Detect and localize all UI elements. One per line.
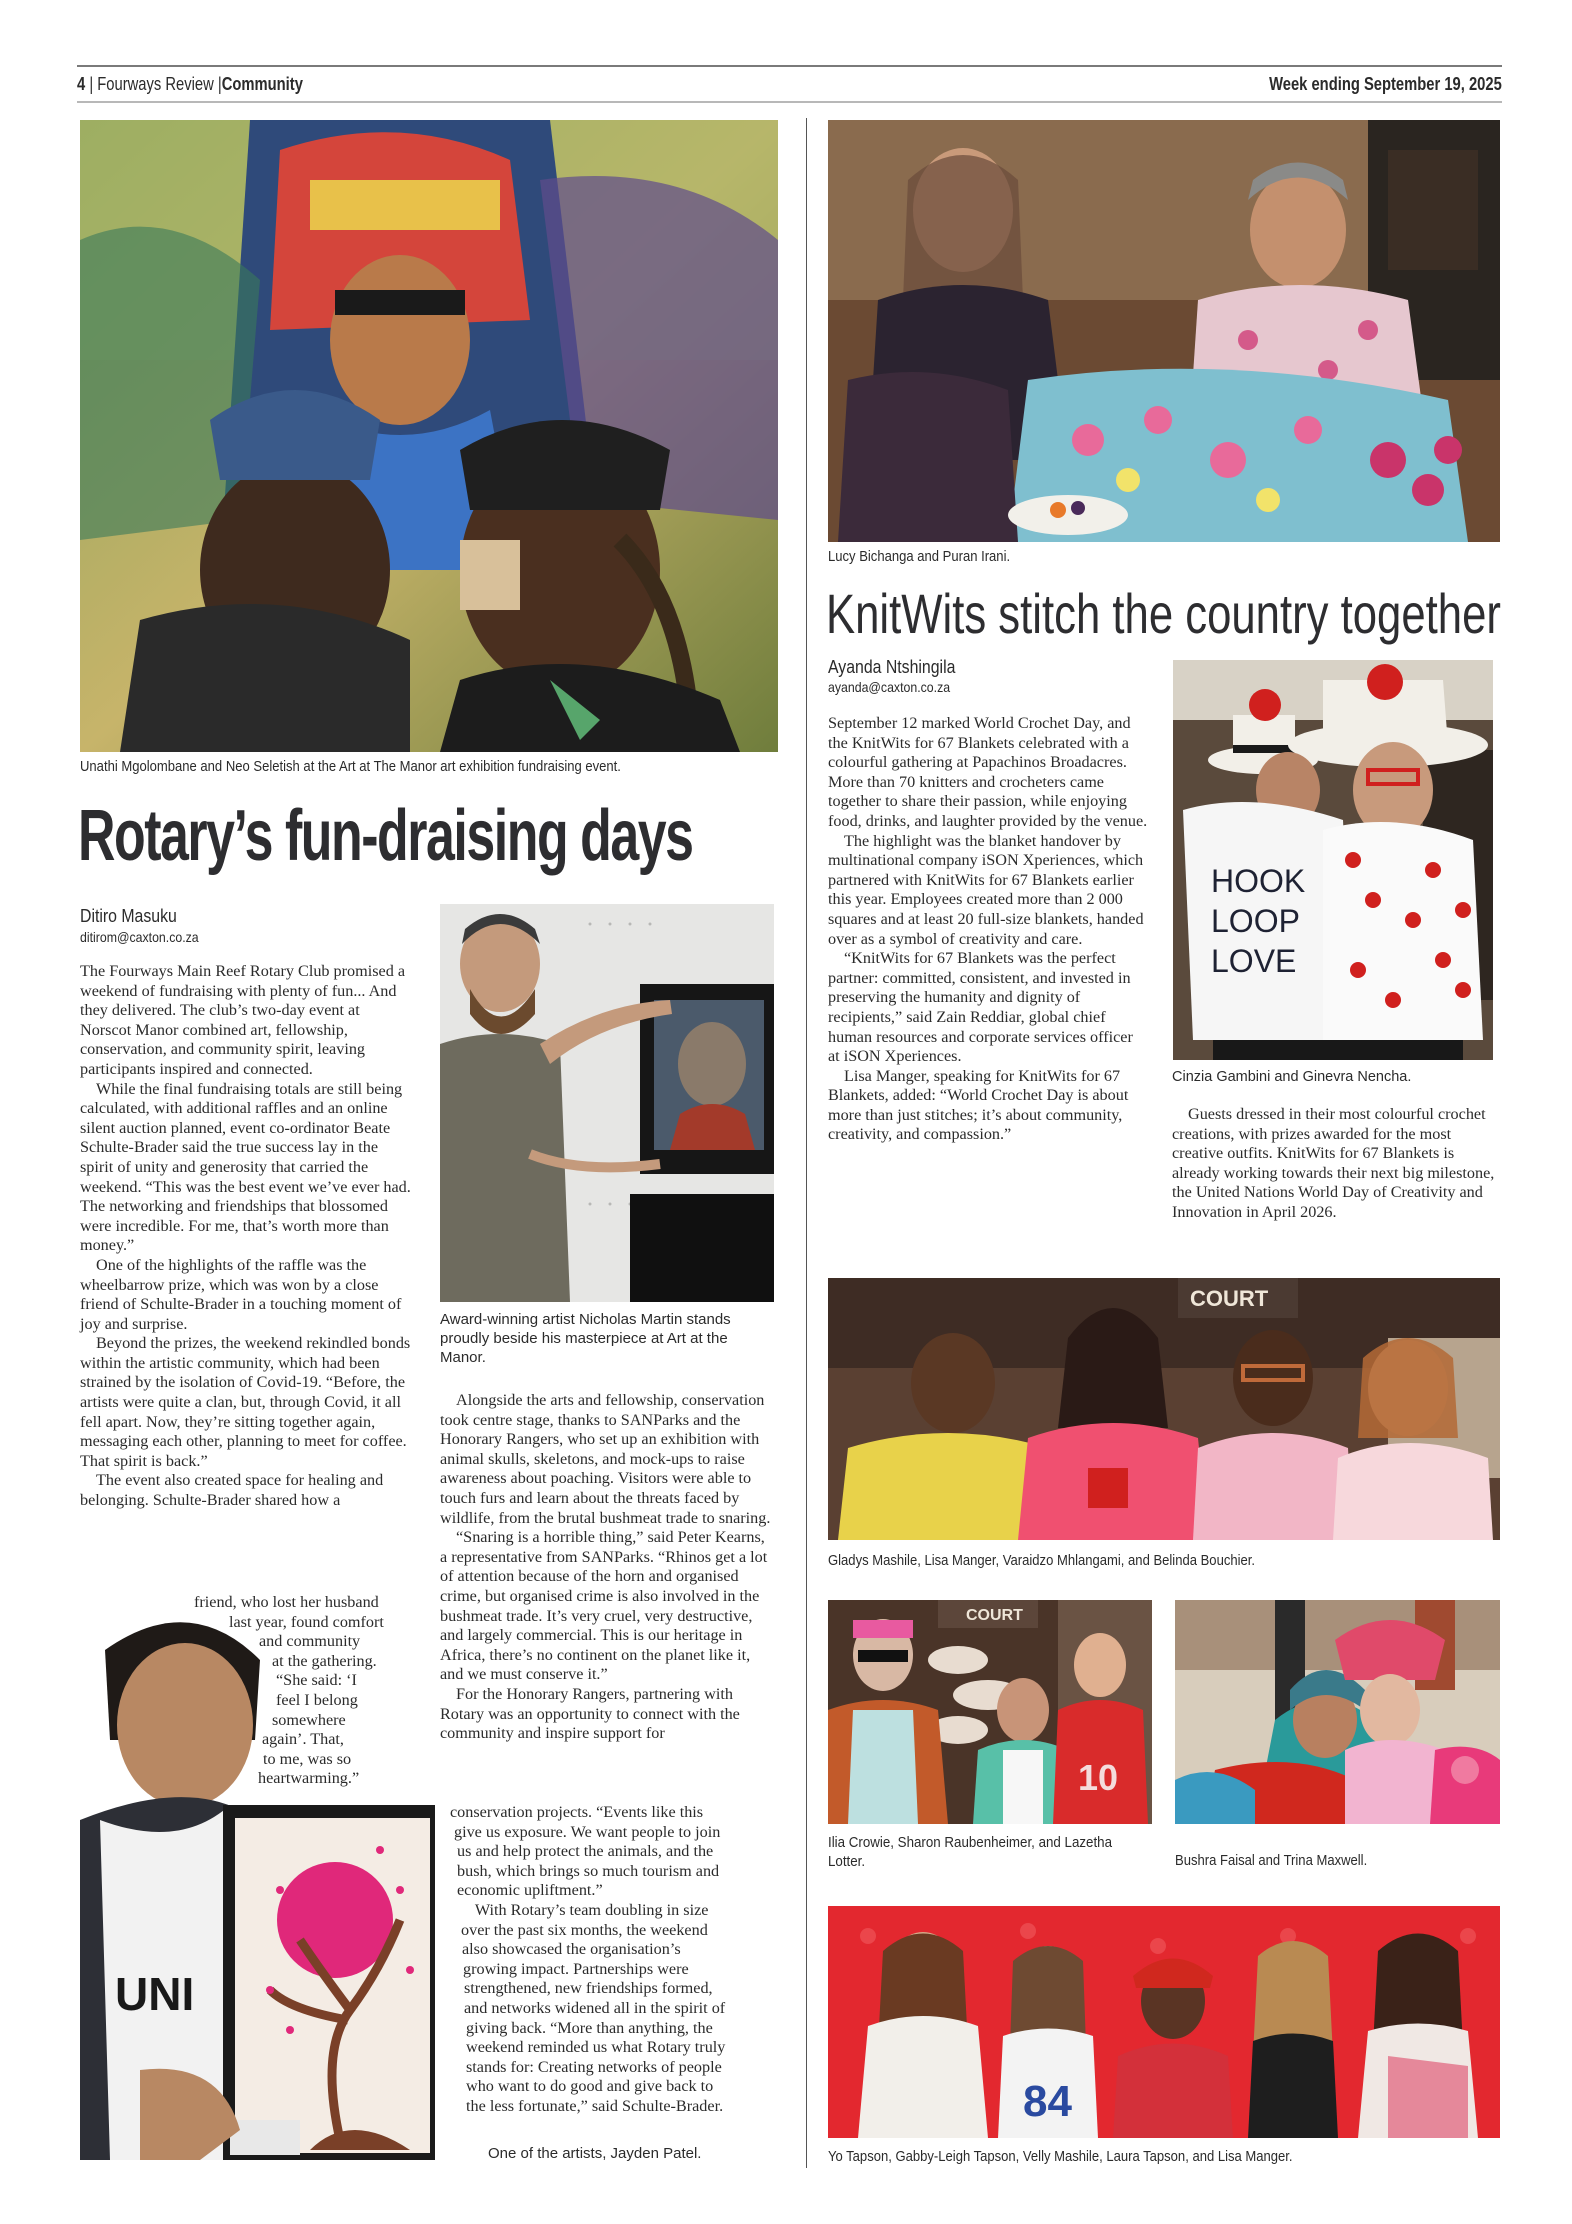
paragraph: “Snaring is a horrible thing,” said Peter Kearns, a representative from SANParks. “Rhinos get a lot of attention because of the horn and organised crime, but organised crime is also involved in the bushmeat trade. It’s very cruel, very destructive, and largely commercial. This is our heritage in Africa, there’s no continent on the planet like it, and we must conserve it.” xyxy=(440,1528,768,1684)
svg-text:LOOP: LOOP xyxy=(1211,903,1300,939)
wrap-line: feel I belong xyxy=(276,1690,358,1709)
photo-tapson-family xyxy=(828,1906,1500,2138)
wrap-line: stands for: Creating networks of people xyxy=(466,2057,722,2076)
photo-caption-jayden: One of the artists, Jayden Patel. xyxy=(488,2145,702,2162)
section-name: Community xyxy=(221,74,303,94)
photo-hook-loop-love xyxy=(1173,660,1493,1060)
rotary-column-2-wrap xyxy=(440,1803,780,2117)
photo-graphic xyxy=(440,904,774,1302)
wrap-line: us and help protect the animals, and the xyxy=(457,1842,714,1861)
knitwits-headline: KnitWits stitch the country together xyxy=(826,582,1501,645)
photo-graphic xyxy=(1173,660,1493,1060)
page-number: 4 xyxy=(77,74,86,94)
photo-caption-group: Gladys Mashile, Lisa Manger, Varaidzo Mhlangami, and Belinda Bouchier. xyxy=(828,1553,1256,1569)
photo-caption-cinzia-ginevra: Cinzia Gambini and Ginevra Nencha. xyxy=(1172,1069,1412,1085)
photo-graphic xyxy=(828,1906,1500,2138)
wrap-line: With Rotary’s team doubling in size xyxy=(459,1900,709,1919)
header-separator: | xyxy=(217,74,222,94)
wrap-line: giving back. “More than anything, the xyxy=(466,2018,713,2037)
wrap-line: at the gathering. xyxy=(272,1651,377,1670)
paragraph: The event also created space for healing and belonging. Schulte-Brader shared how a xyxy=(80,1471,384,1510)
paragraph: The highlight was the blanket handover by multinational company iSON Xperiences, which partnered with KnitWits for 67 Blankets earlier this year. Employees created more than 2 000 squares and at least 20 full-size blankets, handed over as a symbol of creativity and care. xyxy=(828,831,1144,948)
photo-caption-artist: Award-winning artist Nicholas Martin stands proudly beside his masterpiece at Art at the Manor. xyxy=(440,1311,731,1366)
publication-name: Fourways Review xyxy=(97,74,214,94)
wrap-line: again’. That, xyxy=(262,1730,344,1749)
photo-group-four-women xyxy=(828,1278,1500,1540)
knitwits-column-1 xyxy=(828,714,1148,1145)
rotary-column-2 xyxy=(440,1391,772,1744)
header-rule-top xyxy=(77,65,1502,67)
rotary-column-1 xyxy=(80,962,412,1511)
photo-caption-bushra: Bushra Faisal and Trina Maxwell. xyxy=(1175,1853,1368,1869)
wrap-line: to me, was so xyxy=(263,1749,352,1768)
wrap-line: last year, found comfort xyxy=(229,1612,384,1631)
photo-graphic xyxy=(80,120,778,752)
wrap-line: and community xyxy=(259,1632,361,1651)
paragraph: For the Honorary Rangers, partnering with Rotary was an opportunity to connect with the community and inspire support for xyxy=(440,1684,740,1743)
wrap-line: growing impact. Partnerships were xyxy=(463,1959,689,1978)
svg-text:COURT: COURT xyxy=(966,1607,1023,1624)
photo-caption-tapson: Yo Tapson, Gabby-Leigh Tapson, Velly Mashile, Laura Tapson, and Lisa Manger. xyxy=(828,2149,1293,2165)
wrap-line: economic upliftment.” xyxy=(457,1881,603,1900)
wrap-line: heartwarming.” xyxy=(258,1769,360,1788)
rotary-column-1-wrap xyxy=(80,1593,412,1789)
wrap-line: and networks widened all in the spirit of xyxy=(464,1998,726,2017)
wrap-line: who want to do good and give back to xyxy=(466,2077,714,2096)
wrap-line: friend, who lost her husband xyxy=(194,1593,379,1611)
paragraph: Guests dressed in their most colourful crochet creations, with prizes awarded for the most creative outfits. KnitWits for 67 Blankets is already working towards their next big milestone, the United Nations World Day of Creativity and Innovation in April 2026. xyxy=(1172,1105,1495,1221)
svg-text:LOVE: LOVE xyxy=(1211,943,1297,979)
header-separator: | xyxy=(89,74,94,94)
photo-caption-lucy-puran: Lucy Bichanga and Puran Irani. xyxy=(828,549,1011,565)
wrap-line: somewhere xyxy=(272,1710,346,1729)
paragraph: “KnitWits for 67 Blankets was the perfect partner: committed, consistent, and invested in preserving the humanity and dignity of recipients,” said Zain Reddiar, global chief human resources and corporate services officer at iSON Xperiences. xyxy=(828,949,1133,1066)
sign-text: COURT xyxy=(1190,1286,1269,1311)
photo-nicholas-martin xyxy=(440,904,774,1302)
header-rule-bottom xyxy=(77,101,1502,103)
knitwits-author-email: ayanda@caxton.co.za xyxy=(828,679,951,695)
photo-lucy-and-puran xyxy=(828,120,1500,542)
svg-text:10: 10 xyxy=(1078,1757,1119,1798)
paragraph: Alongside the arts and fellowship, conservation took centre stage, thanks to SANParks and the Honorary Rangers, who set up an exhibition with animal skulls, skeletons, and mock-ups to raise awareness about poaching. Visitors were able to touch furs and learn about the threats faced by wildlife, from the brutal bushmeat trade to snaring. xyxy=(440,1391,771,1527)
svg-text:UNI: UNI xyxy=(115,1968,195,2020)
photo-art-at-the-manor xyxy=(80,120,778,752)
photo-bushra-trina xyxy=(1175,1600,1500,1824)
photo-graphic xyxy=(828,120,1500,542)
paragraph: While the final fundraising totals are still being calculated, with additional raffles and an online silent auction planned, event co-ordinator Beate Schulte-Brader said the true success lay in the spirit of unity and generosity that carried the weekend. “This was the best event we’ve ever had. The networking and friendships that blossomed were incredible. For me, that’s worth more than money.” xyxy=(80,1079,411,1255)
wrap-line: the less fortunate,” said Schulte-Brader. xyxy=(466,2096,724,2115)
photo-graphic xyxy=(1175,1600,1500,1824)
wrap-line: conservation projects. “Events like this xyxy=(450,1803,704,1821)
paragraph: September 12 marked World Crochet Day, and the KnitWits for 67 Blankets celebrated with a colourful gathering at Papachinos Broadacres. More than 70 knitters and crocheters came together to share their passion, while enjoying food, drinks, and laughter provided by the venue. xyxy=(828,714,1148,830)
rotary-author-email: ditirom@caxton.co.za xyxy=(80,929,199,945)
wrap-line: give us exposure. We want people to join xyxy=(454,1822,721,1841)
paragraph: The Fourways Main Reef Rotary Club promised a weekend of fundraising with plenty of fun... And they delivered. The club’s two-day event at Norscot Manor combined art, fellowship, conservation, and community spirit, leaving participants inspired and connected. xyxy=(80,962,406,1078)
wrap-line: “She said: ‘I xyxy=(276,1671,357,1690)
paragraph: Beyond the prizes, the weekend rekindled bonds within the artistic community, which had been strained by the isolation of Covid-19. “Before, the artists were quite a clan, but, through Covid, it all fell apart. Now, they’re sitting together again, messaging each other, planning to meet for coffee. That spirit is back.” xyxy=(80,1334,411,1470)
photo-caption-ilia: Ilia Crowie, Sharon Raubenheimer, and Lazetha Lotter. xyxy=(828,1835,1113,1870)
paragraph: One of the highlights of the raffle was the wheelbarrow prize, which was won by a close friend of Schulte-Brader in a touching moment of joy and surprise. xyxy=(80,1255,402,1333)
column-divider xyxy=(806,118,807,2168)
issue-date: Week ending September 19, 2025 xyxy=(1269,74,1502,94)
page-header-left xyxy=(77,68,1246,100)
wrap-line: bush, which brings so much tourism and xyxy=(457,1861,720,1880)
paragraph: Lisa Manger, speaking for KnitWits for 67 Blankets, added: “World Crochet Day is about more than just stitches; it’s about community, creativity, and compassion.” xyxy=(828,1066,1129,1144)
photo-graphic xyxy=(828,1278,1500,1540)
rotary-headline: Rotary’s fun-draising days xyxy=(78,796,693,876)
rotary-author: Ditiro Masuku xyxy=(80,906,177,926)
photo-caption-main: Unathi Mgolombane and Neo Seletish at the Art at The Manor art exhibition fundraising event. xyxy=(80,759,621,775)
wrap-line: also showcased the organisation’s xyxy=(462,1940,681,1959)
shirt-text: HOOK xyxy=(1211,863,1306,899)
photo-graphic xyxy=(828,1600,1152,1824)
wrap-line: weekend reminded us what Rotary truly xyxy=(466,2038,726,2057)
photo-ilia-sharon-lazetha xyxy=(828,1600,1152,1824)
wrap-line: strengthened, new friendships formed, xyxy=(464,1979,713,1998)
knitwits-column-2 xyxy=(1172,1105,1502,1223)
knitwits-author: Ayanda Ntshingila xyxy=(828,657,956,677)
svg-text:84: 84 xyxy=(1023,2077,1072,2126)
wrap-line: over the past six months, the weekend xyxy=(461,1920,708,1939)
